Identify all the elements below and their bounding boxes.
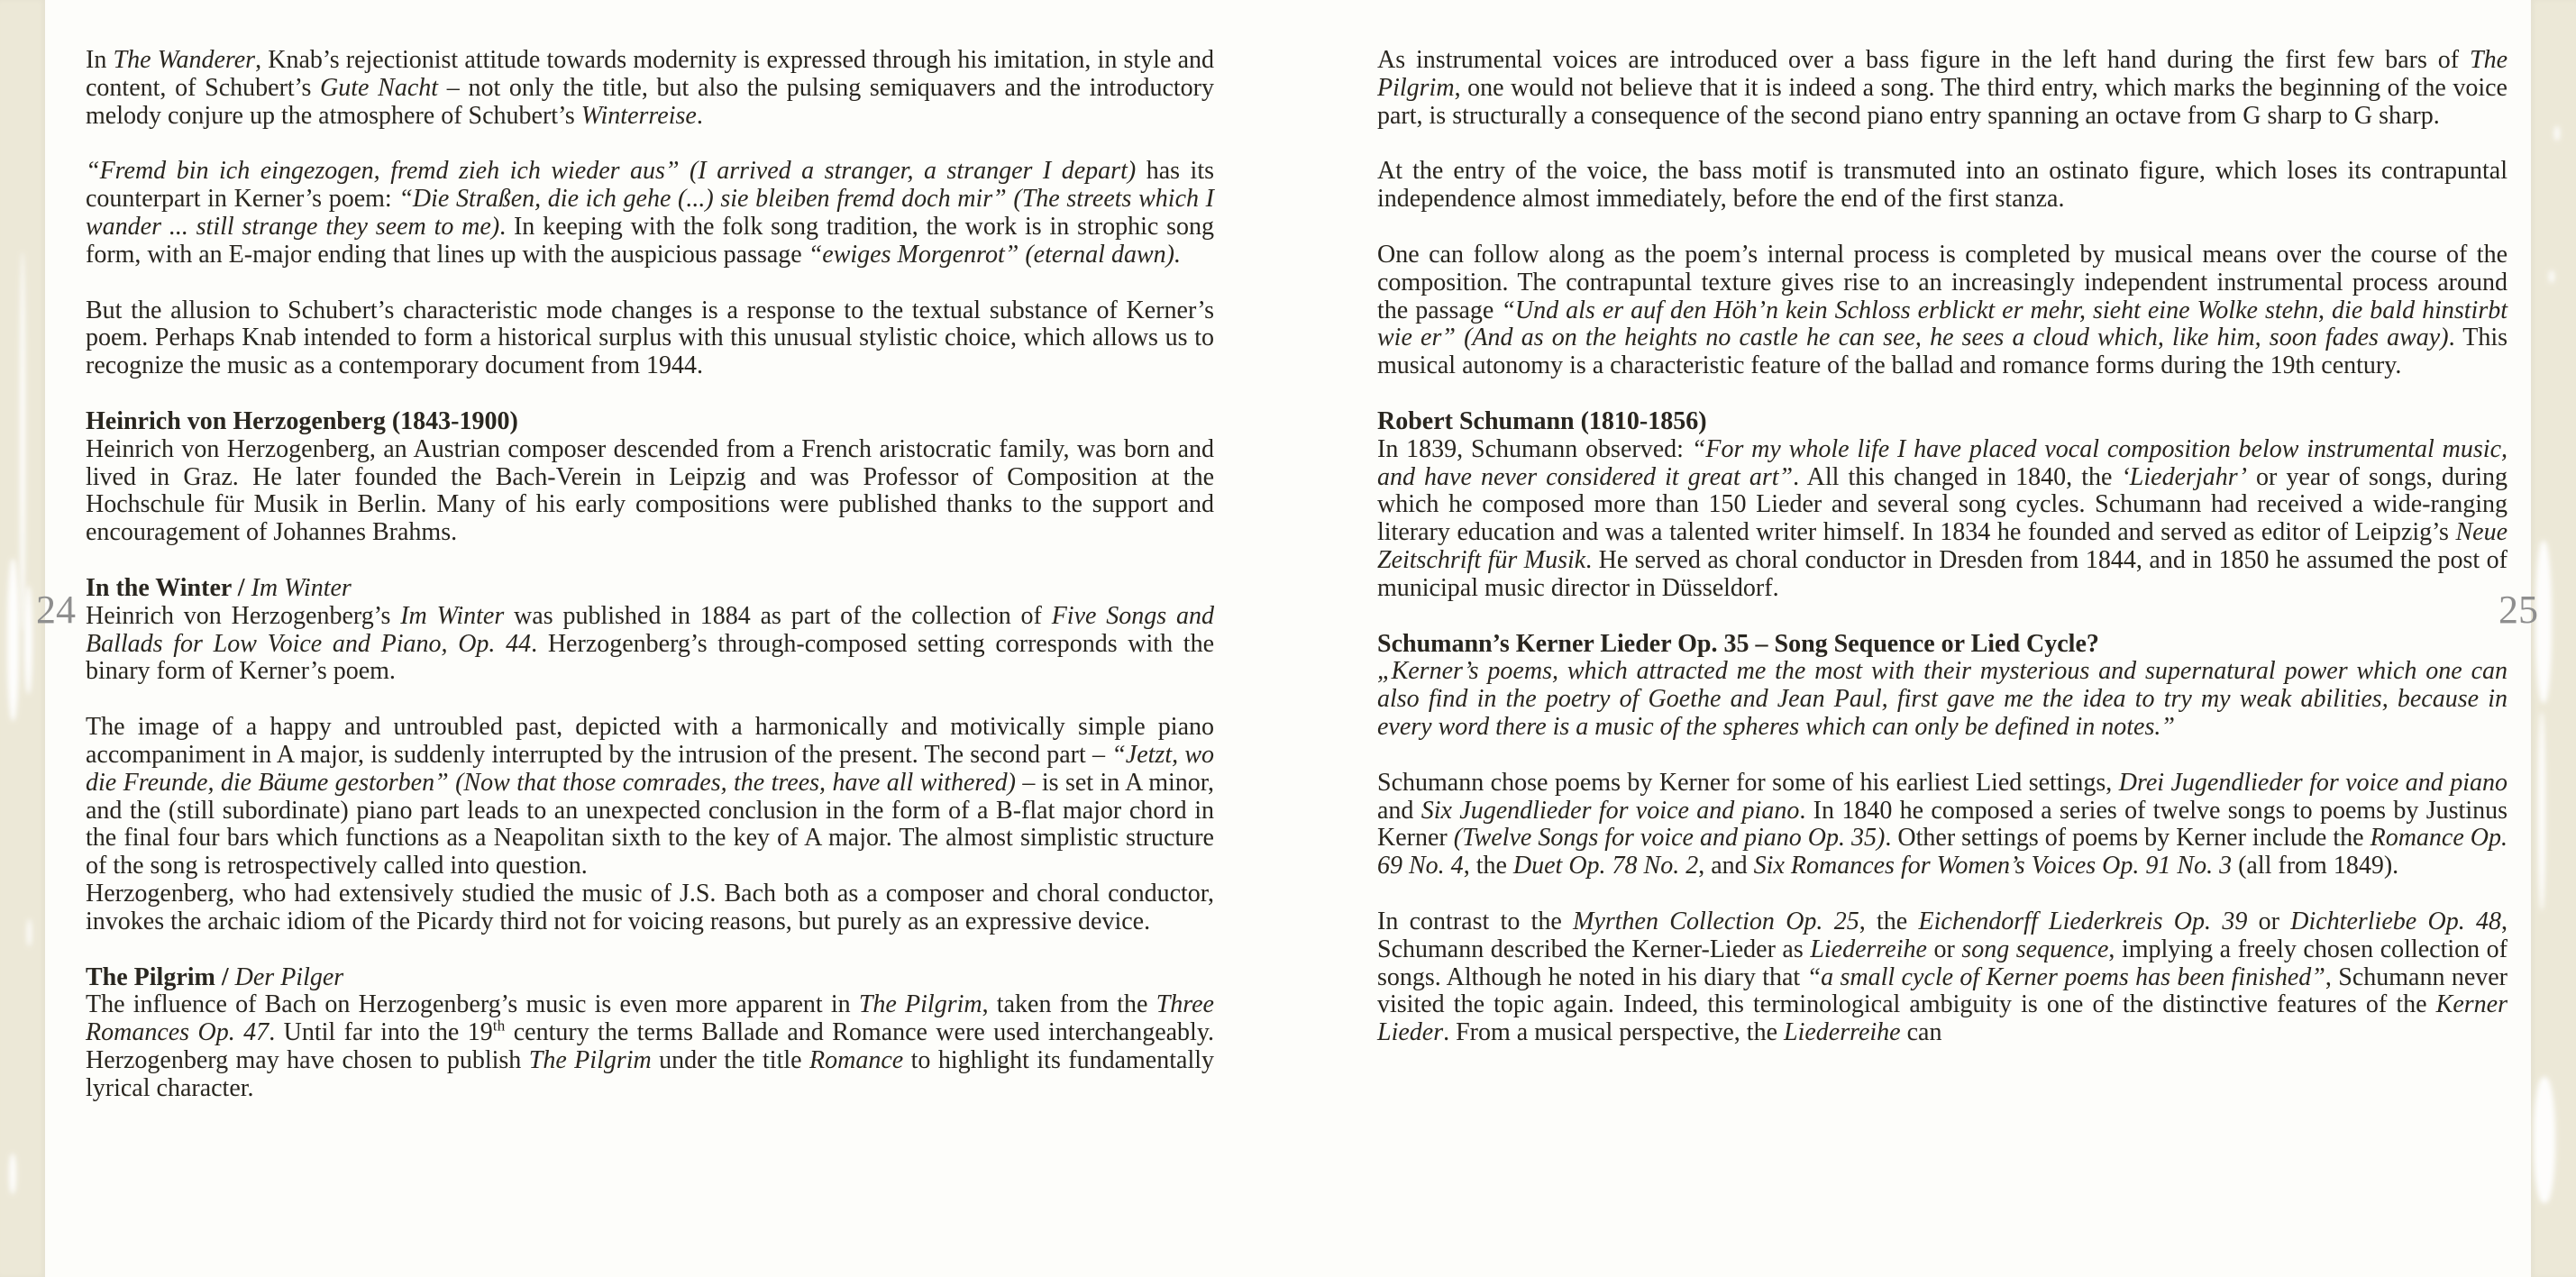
text-segment: (Twelve Songs for voice and piano Op. 35)	[1453, 824, 1886, 853]
paragraph-instrumental-voices	[1377, 47, 2507, 130]
text-segment: In	[86, 46, 114, 74]
scan-streak	[20, 252, 25, 631]
text-segment: Herzogenberg, who had extensively studied the music of J.S. Bach both as a composer and choral conductor, invokes the archaic idiom of the Picardy third not for voicing reasons, but purely as an expressive device.	[86, 879, 1214, 935]
heading-herzogenberg	[86, 408, 1214, 436]
text-segment: . Until far into the 19	[269, 1018, 493, 1047]
text-segment: or year of songs, during which he composed more than 150 Lieder and several song cycles. Schumann had received a wide-ranging literary education and was a talented writer himself. In 1834 he founded and served as editor of Leipzig’s	[1377, 462, 2507, 547]
paragraph-happy-past	[86, 714, 1214, 880]
text-segment: Three Romances Op. 47	[86, 990, 1214, 1047]
paragraph-herzogenberg-bio	[86, 436, 1214, 547]
paragraph-earliest-settings	[1377, 770, 2507, 880]
text-segment: Five Songs and Ballads for Low Voice and Piano, Op. 44	[86, 601, 1214, 658]
quote-kerner-poems	[1377, 658, 2507, 741]
paragraph-im-winter	[86, 603, 1214, 686]
text-segment: In contrast to the	[1377, 907, 1574, 935]
text-segment: Liederreihe	[1784, 1018, 1901, 1047]
text-segment: Im Winter	[400, 601, 505, 630]
text-segment: or	[1926, 935, 1962, 963]
text-segment: , one would not believe that it is indeed a song. The third entry, which marks the beginning of the voice part, is structurally a consequence of the second piano entry spanning an octave from G sharp to G sharp.	[1377, 73, 2507, 130]
text-segment: century the terms Ballade and Romance were used interchangeably. Herzogenberg may have chosen to publish	[86, 1018, 1215, 1074]
text-segment: Drei Jugendlieder for voice and piano	[2118, 768, 2508, 797]
text-segment: Romance Op. 69 No. 4	[1377, 824, 2508, 880]
text-segment: Winterreise	[580, 101, 697, 130]
paragraph-schumann-bio	[1377, 436, 2507, 603]
text-segment: , and	[1698, 852, 1754, 880]
text-segment: At the entry of the voice, the bass motif is transmuted into an ostinato figure, which loses its contrapuntal independence almost immediately, before the end of the first stanza.	[1377, 157, 2507, 214]
text-segment: The Pilgrim	[528, 1045, 652, 1074]
text-segment: can	[1900, 1018, 1942, 1047]
text-segment: and	[1377, 796, 1421, 825]
text-segment: Heinrich von Herzogenberg’s	[86, 601, 401, 630]
paragraph-ostinato	[1377, 158, 2507, 214]
text-segment: As instrumental voices are introduced over a bass figure in the left hand during the first few bars of	[1377, 46, 2470, 74]
text-segment: Kerner Lieder	[1377, 990, 2507, 1047]
page-number-right: 25	[2498, 588, 2538, 632]
text-segment: – not only the title, but also the pulsing semiquavers and the introductory melody conjure up the atmosphere of Schubert’s	[86, 73, 1214, 130]
text-segment: has its counterpart in Kerner’s poem:	[86, 157, 1214, 214]
text-segment: “Jetzt, wo die Freunde, die Bäume gestorben” (Now that those comrades, the trees, have all withered)	[86, 740, 1214, 797]
text-segment: „Kerner’s poems, which attracted me the most with their mysterious and supernatural power which one can also find in the poetry of Goethe and Jean Paul, first gave me the idea to try my weak abilities, because in every word there is a music of the spheres which can only be defined in notes.”	[1377, 657, 2507, 741]
scan-streak	[24, 586, 32, 694]
text-segment: Schumann chose poems by Kerner for some of his earliest Lied settings,	[1377, 768, 2119, 797]
text-segment: Eichendorff Liederkreis Op. 39	[1918, 907, 2248, 935]
text-segment: Neue Zeitschrift für Musik	[1377, 518, 2507, 574]
book-edge-right	[2531, 0, 2576, 1277]
text-segment: , taken from the	[982, 990, 1156, 1019]
paragraph-pilgrim	[86, 991, 1214, 1102]
text-segment: , Schumann never visited the topic again. Indeed, this terminological ambiguity is one of the distinctive features of the	[1377, 962, 2508, 1019]
text-segment: Romance	[809, 1045, 904, 1074]
paragraph-fremd-bin-ich	[86, 158, 1214, 269]
text-segment: . From a musical perspective, the	[1443, 1018, 1784, 1047]
text-segment: to highlight its fundamentally lyrical character.	[86, 1045, 1215, 1102]
text-segment: Der Pilger	[234, 962, 344, 991]
text-segment: . This musical autonomy is a characteristic feature of the ballad and romance forms during the 19th century.	[1377, 324, 2507, 380]
text-segment: . Herzogenberg’s through-composed setting corresponds with the binary form of Kerner’s poem.	[86, 629, 1214, 686]
text-segment: Heinrich von Herzogenberg, an Austrian composer descended from a French aristocratic family, was born and lived in Graz. He later founded the Bach-Verein in Leipzig and was Professor of Composition at the Hochschule für Musik in Berlin. Many of his early compositions were published thanks to the support and encouragement of Johannes Brahms.	[86, 434, 1214, 547]
text-segment: , the	[1859, 907, 1919, 935]
text-segment: , Knab’s rejectionist attitude towards modernity is expressed through his imitation, in style and content, of Schubert’s	[86, 46, 1214, 102]
text-segment: “ewiges Morgenrot” (eternal dawn).	[808, 240, 1181, 269]
text-segment: Im Winter	[251, 573, 352, 602]
scan-streak	[27, 919, 32, 946]
text-segment: In the Winter /	[86, 573, 251, 602]
scan-streak	[2554, 126, 2560, 141]
text-segment: The Pilgrim /	[86, 962, 235, 991]
text-segment: Liederreihe	[1810, 935, 1927, 963]
scan-streak	[9, 1154, 16, 1194]
heading-kerner-lieder	[1377, 631, 2507, 659]
right-page-text-column	[1377, 47, 2507, 1047]
text-segment: . He served as choral conductor in Dresden from 1844, and in 1850 he assumed the post of municipal music director in Düsseldorf.	[1377, 545, 2507, 602]
scan-streak	[2538, 712, 2545, 910]
text-segment: . In keeping with the folk song tradition, the work is in strophic song form, with an E-major ending that lines up with the auspicious passage	[86, 212, 1215, 269]
text-segment: song sequence	[1961, 935, 2109, 963]
text-segment: “For my whole life I have placed vocal composition below instrumental music, and have never considered it great art”	[1377, 434, 2508, 491]
text-segment: Myrthen Collection Op. 25	[1573, 907, 1859, 935]
text-segment: ‘Liederjahr’	[2121, 462, 2247, 491]
text-segment: . Other settings of poems by Kerner include the	[1885, 824, 2370, 853]
text-segment: The Wanderer	[113, 46, 256, 74]
page-number-left: 24	[36, 588, 76, 632]
text-segment: Six Jugendlieder for voice and piano	[1420, 796, 1800, 825]
text-segment: . All this changed in 1840, the	[1793, 462, 2122, 491]
paragraph-liederreihe	[1377, 908, 2507, 1047]
text-segment: th	[492, 1017, 506, 1035]
text-segment: – is set in A minor, and the (still subordinate) piano part leads to an unexpected conclusion in the form of a B-flat major chord in the final four bars which functions as a Neapolitan sixth to the key of A major. The almost simplistic structure of the song is retrospectively called into question.	[86, 768, 1214, 880]
paragraph-allusion	[86, 297, 1214, 380]
book-edge-left	[0, 0, 45, 1277]
scan-streak	[2549, 270, 2554, 283]
text-segment: “Die Straßen, die ich gehe (...) sie bleiben fremd doch mir” (The streets which I wander ... still strange they seem to me)	[86, 185, 1214, 241]
text-segment: The influence of Bach on Herzogenberg’s music is even more apparent in	[86, 990, 859, 1019]
scan-streak	[7, 559, 19, 721]
text-segment: Robert Schumann (1810-1856)	[1377, 406, 1707, 435]
text-segment: Heinrich von Herzogenberg (1843-1900)	[86, 406, 518, 435]
text-segment: The image of a happy and untroubled past, depicted with a harmonically and motivically simple piano accompaniment in A major, is suddenly interrupted by the intrusion of the present. The second part –	[86, 713, 1214, 769]
paragraph-picardy-third	[86, 880, 1214, 936]
text-segment: “a small cycle of Kerner poems has been finished”	[1806, 962, 2325, 991]
text-segment: .	[696, 101, 703, 130]
text-segment: Duet Op. 78 No. 2	[1512, 852, 1699, 880]
text-segment: under the title	[651, 1045, 809, 1074]
text-segment: Dichterliebe Op. 48	[2290, 907, 2502, 935]
heading-in-the-winter	[86, 575, 1214, 603]
text-segment: Gute Nacht	[320, 73, 439, 102]
text-segment: The Pilgrim	[858, 990, 982, 1019]
scan-streak	[2534, 1077, 2555, 1203]
text-segment: , Schumann described the Kerner-Lieder as	[1377, 907, 2508, 963]
text-segment: . In 1840 he composed a series of twelve songs to poems by Justinus Kerner	[1377, 796, 2507, 853]
heading-the-pilgrim	[86, 964, 1214, 992]
heading-schumann	[1377, 408, 2507, 436]
text-segment: Six Romances for Women’s Voices Op. 91 No. 3	[1753, 852, 2233, 880]
text-segment: or	[2247, 907, 2291, 935]
text-segment: Schumann’s Kerner Lieder Op. 35 – Song Sequence or Lied Cycle?	[1377, 629, 2099, 658]
left-page-text-column	[86, 47, 1214, 1103]
text-segment: , implying a freely chosen collection of songs. Although he noted in his diary that	[1377, 935, 2507, 991]
text-segment: , the	[1463, 852, 1513, 880]
paragraph-wanderer	[86, 47, 1214, 130]
text-segment: was published in 1884 as part of the collection of	[504, 601, 1052, 630]
text-segment: One can follow along as the poem’s internal process is completed by musical means over the course of the composition. The contrapuntal texture gives rise to an increasingly independent instrumental process around the passage	[1377, 240, 2507, 324]
text-segment: But the allusion to Schubert’s characteristic mode changes is a response to the textual substance of Kerner’s poem. Perhaps Knab intended to form a historical surplus with this unusual stylistic choice, which allows us to recognize the music as a contemporary document from 1944.	[86, 296, 1214, 380]
text-segment: The Pilgrim	[1377, 46, 2507, 102]
text-segment: (all from 1849).	[2232, 852, 2399, 880]
text-segment: “Fremd bin ich eingezogen, fremd zieh ich wieder aus” (I arrived a stranger, a stranger I depart)	[86, 157, 1137, 186]
text-segment: “Und als er auf den Höh’n kein Schloss erblickt er mehr, sieht eine Wolke stehn, die bald hinstirbt wie er” (And as on the heights no castle he can see, he sees a cloud which, like him, soon fades away)	[1377, 296, 2507, 352]
paragraph-poem-process	[1377, 242, 2507, 380]
text-segment: In 1839, Schumann observed:	[1377, 434, 1692, 463]
